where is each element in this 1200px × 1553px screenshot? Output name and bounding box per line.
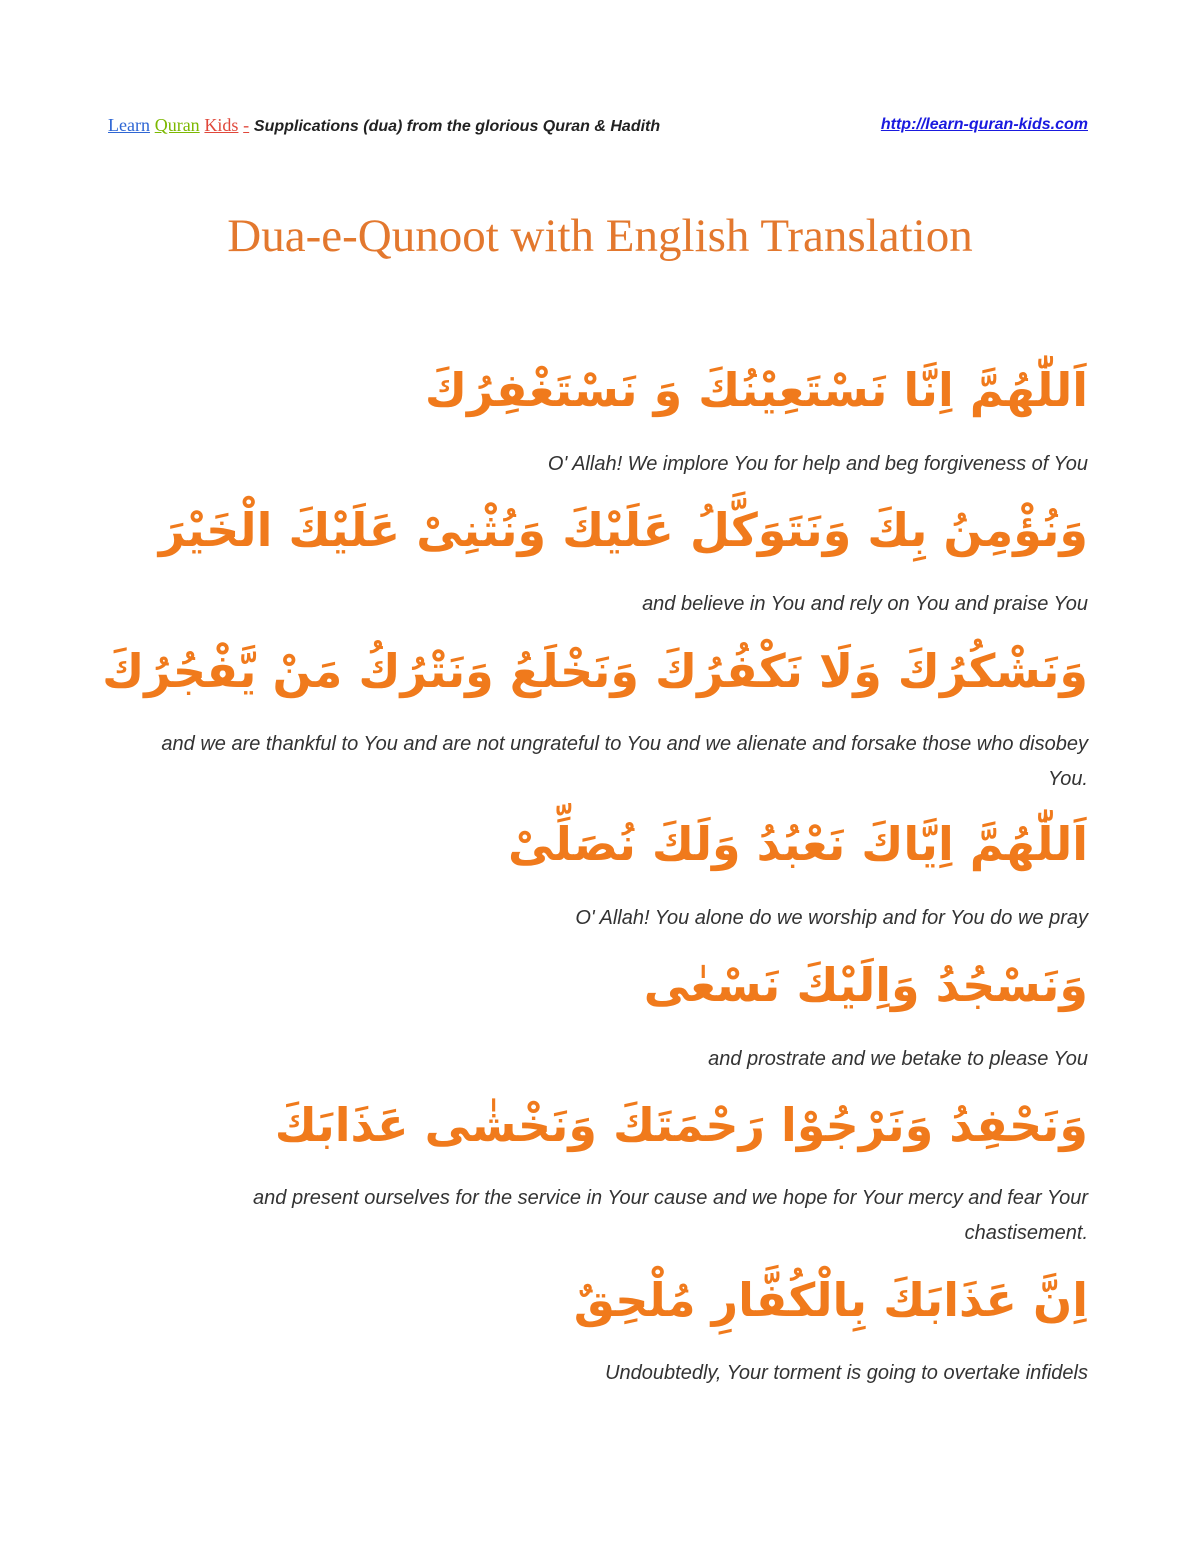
arabic-verse-7: اِنَّ عَذَابَكَ بِالْكُفَّارِ مُلْحِقٌ	[573, 1273, 1088, 1327]
arabic-verse-6: وَنَحْفِدُ وَنَرْجُوْا رَحْمَتَكَ وَنَخْشٰى عَذَابَكَ	[274, 1098, 1088, 1152]
header-tagline: Supplications (dua) from the glorious Quran & Hadith	[253, 118, 661, 135]
translation-1: O' Allah! We implore You for help and beg forgiveness of You	[547, 453, 1088, 475]
arabic-verse-2: وَنُؤْمِنُ بِكَ وَنَتَوَكَّلُ عَلَيْكَ وَنُثْنِىْ عَلَيْكَ الْخَيْرَ	[158, 503, 1088, 557]
arabic-verse-5: وَنَسْجُدُ وَاِلَيْكَ نَسْعٰى	[643, 958, 1088, 1012]
translation-6: and present ourselves for the service in Your cause and we hope for Your mercy and fear Your chastisement.	[253, 1187, 1088, 1244]
arabic-verse-1: اَللّٰهُمَّ اِنَّا نَسْتَعِيْنُكَ وَ نَسْتَغْفِرُكَ	[424, 363, 1088, 417]
brand-quran-link[interactable]: Quran	[154, 115, 200, 135]
translation-7: Undoubtedly, Your torment is going to overtake infidels	[605, 1362, 1088, 1384]
translation-4: O' Allah! You alone do we worship and for You do we pray	[575, 907, 1088, 929]
brand-learn-link[interactable]: Learn	[108, 115, 150, 135]
arabic-verse-3: وَنَشْكُرُكَ وَلَا نَكْفُرُكَ وَنَخْلَعُ وَنَتْرُكُ مَنْ يَّفْجُرُكَ	[102, 644, 1088, 698]
brand-separator: -	[243, 115, 250, 135]
brand-kids-link[interactable]: Kids	[204, 115, 239, 135]
arabic-verse-4: اَللّٰهُمَّ اِيَّاكَ نَعْبُدُ وَلَكَ نُصَلِّىْ	[508, 817, 1088, 871]
page-title: Dua-e-Qunoot with English Translation	[227, 210, 973, 262]
translation-3: and we are thankful to You and are not ungrateful to You and we alienate and forsake those who disobey You.	[161, 733, 1088, 790]
translation-5: and prostrate and we betake to please You	[708, 1048, 1088, 1070]
page-header	[108, 113, 1088, 137]
translation-2: and believe in You and rely on You and praise You	[642, 593, 1088, 615]
site-url-link[interactable]: http://learn-quran-kids.com	[880, 116, 1088, 133]
